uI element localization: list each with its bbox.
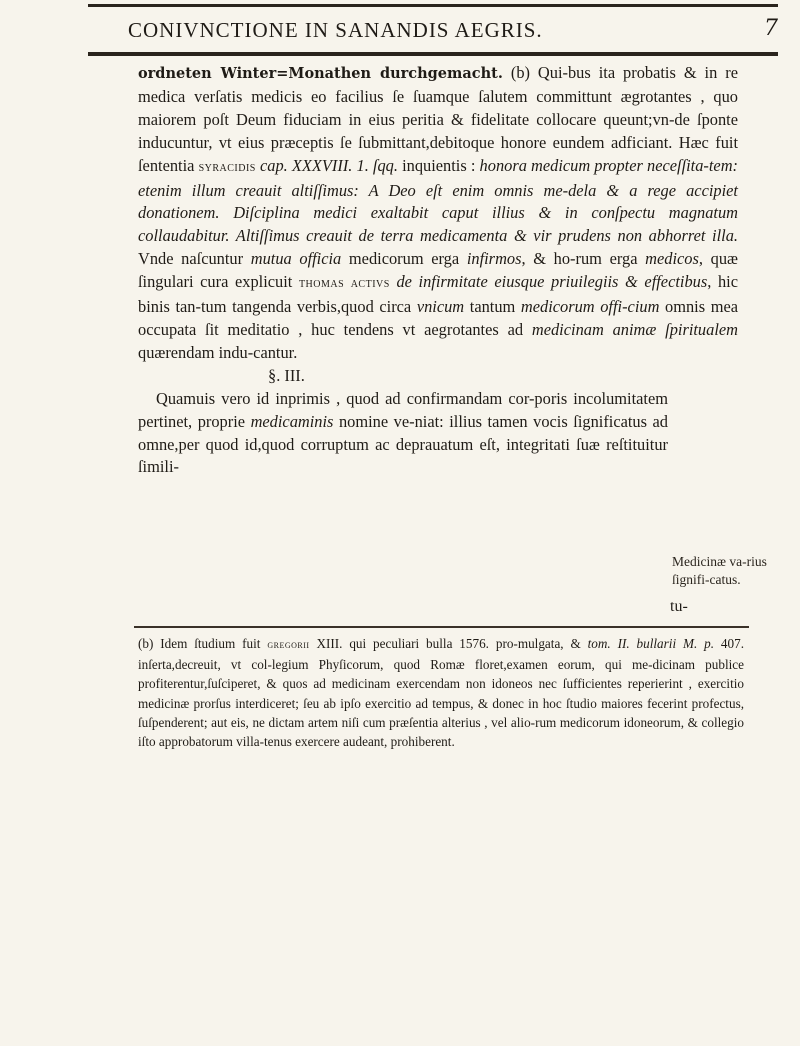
emphasis: medicaminis	[250, 411, 334, 431]
text-run: (b) Idem ſtudium fuit	[138, 636, 268, 651]
text-run: nomine ve-niat: illius tamen vocis ſignificatus ad omne,per quod id,quod corruptum ac deprauatum eſt, integritati ſuæ reſtituitur ſimili-	[138, 411, 669, 477]
text-run: medicorum erga	[341, 249, 467, 269]
running-title: CONIVNCTIONE IN SANANDIS AEGRIS.	[128, 18, 543, 42]
text-run: 407. inſerta,decreuit, vt col-legium Phyſicorum, quod Romæ floret,examen eorum, qui me-dicinam publice profiterentur,ſuſciperet, & quos ad medicinam exercendam non idoneos nec ſufficientes reperierint , exercitio medicinæ prorſus interdiceret; ſeu ab ipſo exercitio ad tempus, & donec in hoc ſtudio maiores fecerint profectus, ſuſpenderent; aut eis, ne dictam artem niſi cum præſentia alterius , vel alio-rum medicorum idoneorum, & collegio iſto approbatorum villa-tenus exercere audeant, prohiberent.	[138, 636, 745, 750]
marginal-note: Medicinæ va-rius ſignifi-catus.	[672, 554, 767, 587]
section-heading: §. III.	[268, 365, 305, 385]
header-rule	[88, 52, 778, 56]
work-title: de infirmitate eiusque priuilegiis & effectibus	[396, 272, 708, 292]
page-header	[88, 12, 778, 52]
text-run: XIII. qui peculiari bulla 1576. pro-mulgata, &	[309, 636, 588, 651]
text-run: inquientis :	[397, 155, 480, 175]
emphasis: infirmos	[466, 249, 522, 269]
text-run: , hic binis tan-tum tangenda verbis,quod circa	[138, 272, 738, 317]
catchword: tu-	[670, 598, 688, 615]
author-name: thomas activs	[298, 276, 390, 292]
top-rule	[88, 4, 778, 7]
footnote	[138, 634, 744, 751]
emphasis: vnicum	[416, 297, 465, 317]
footnote-rule	[134, 626, 749, 628]
text-run: (b) Qui-bus ita probatis & in re medica verſatis medicis eo facilius ſe ſuamque ſalutem committunt ægrotantes , quo maiorem poſt Deum fiduciam in eius peritia & fidelitate collocare queunt;vn-de ſponte inducuntur, vt eius præceptis ſe ſubmittant,debitoque honore eundem adficiant. Hæc fuit ſententia	[138, 63, 738, 175]
fraktur-phrase: ordneten Winter=Monathen durchgemacht.	[138, 65, 503, 82]
text-run: , & ho-rum erga	[521, 249, 646, 269]
main-text	[138, 62, 738, 479]
emphasis: mutua officia	[250, 249, 342, 269]
text-run: , quæ ſingulari cura explicuit	[138, 249, 738, 292]
paragraph-1	[138, 62, 738, 365]
emphasis: medicinam animæ ſpiritualem	[531, 319, 738, 339]
text-run: Quamuis vero id inprimis , quod ad confirmandam cor-poris incolumitatem pertinet, proprie	[138, 388, 668, 431]
text-run: Vnde naſcuntur	[138, 249, 251, 269]
quotation: honora medicum propter neceſſita-tem: etenim illum creauit altiſſimus: A Deo eſt enim omnis me-dela & a rege accipiet donationem. Diſciplina medici exaltabit caput illius & in conſpectu magnatum collaudabitur. Altiſſimus creauit de terra medicamenta & vir prudens non abhorret illa.	[138, 155, 739, 246]
author-name: syracidis	[198, 159, 256, 175]
text-run: quærendam indu-cantur.	[138, 342, 298, 362]
citation: cap. XXXVIII. 1. ſqq.	[255, 155, 398, 175]
text-run: omnis mea occupata ſit meditatio , huc tendens vt aegrotantes ad	[138, 297, 739, 339]
citation: tom. II. bullarii M. p.	[587, 636, 715, 651]
author-name: gregorii	[267, 639, 310, 651]
emphasis: medicorum offi-cium	[520, 297, 660, 317]
emphasis: medicos	[645, 249, 699, 269]
page-number: 7	[764, 16, 778, 41]
paragraph-2	[138, 388, 668, 480]
text-run: tantum	[464, 297, 521, 317]
